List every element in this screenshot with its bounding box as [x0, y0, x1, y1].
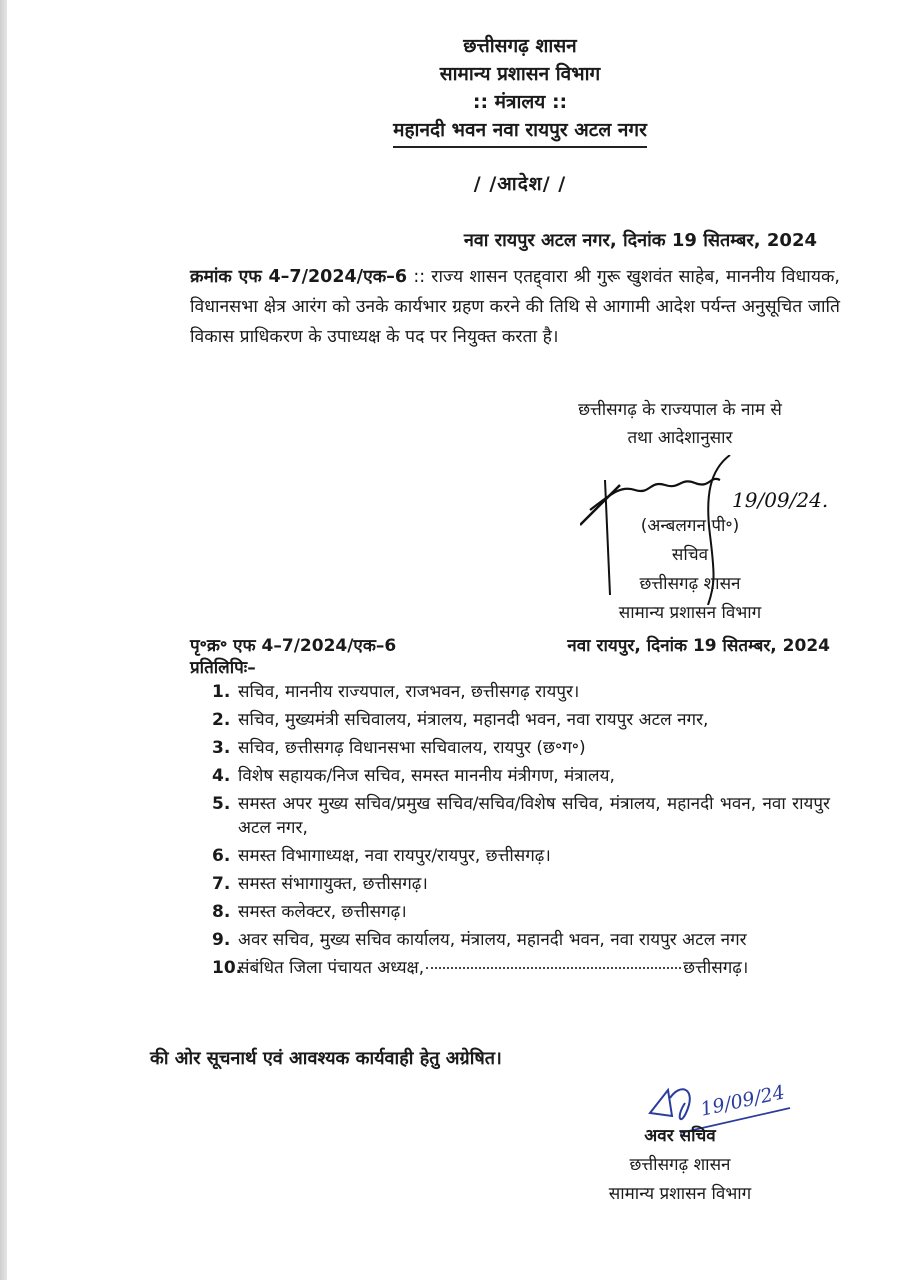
list-item-number: 3.: [212, 738, 231, 758]
list-item-number: 4.: [212, 766, 231, 786]
authority-block: [520, 396, 840, 452]
secretary-department: सामान्य प्रशासन विभाग: [618, 603, 762, 623]
list-item: [212, 872, 830, 896]
list-item-text: अवर सचिव, मुख्य सचिव कार्यालय, मंत्रालय, महानदी भवन, नवा रायपुर अटल नगर: [238, 930, 747, 950]
order-number: क्रमांक एफ 4–7/2024/एक–6: [190, 267, 408, 287]
list-item-text: समस्त अपर मुख्य सचिव/प्रमुख सचिव/सचिव/विशेष सचिव, मंत्रालय, महानदी भवन, नवा रायपुर अटल नगर,: [238, 794, 830, 838]
list-item: [212, 736, 830, 760]
list-item-text: विशेष सहायक/निज सचिव, समस्त माननीय मंत्रीगण, मंत्रालय,: [238, 766, 615, 786]
list-item-number: 10.: [212, 958, 243, 978]
under-secretary-department: सामान्य प्रशासन विभाग: [608, 1184, 752, 1204]
list-item: [212, 900, 830, 924]
order-dateline: नवा रायपुर अटल नगर, दिनांक 19 सितम्बर, 2024: [463, 230, 817, 251]
letterhead-address: महानदी भवन नवा रायपुर अटल नगर: [393, 116, 647, 148]
list-item: [212, 956, 830, 980]
list-item: [212, 764, 830, 788]
closing-line: की ओर सूचनार्थ एवं आवश्यक कार्यवाही हेतु अग्रेषित।: [150, 1048, 502, 1069]
list-item: [212, 680, 830, 704]
order-body: [190, 262, 840, 352]
list-item-number: 6.: [212, 846, 231, 866]
secretary-name: (अन्बलगन पी॰): [640, 516, 740, 536]
list-item: [212, 844, 830, 868]
endorsement-reference: [190, 634, 830, 658]
list-item: [212, 928, 830, 952]
copy-to-label: प्रतिलिपिः–: [190, 658, 256, 678]
endorsement-number: पृ॰क्र॰ एफ 4–7/2024/एक–6: [190, 636, 397, 656]
under-secretary-signer-block: [570, 1122, 790, 1209]
secretary-designation: सचिव: [671, 545, 709, 565]
list-item-number: 7.: [212, 874, 231, 894]
under-secretary-designation: अवर सचिव: [644, 1126, 716, 1146]
under-secretary-government: छत्तीसगढ़ शासन: [629, 1155, 731, 1175]
letterhead-department: सामान्य प्रशासन विभाग: [439, 63, 601, 85]
list-item-text: समस्त कलेक्टर, छत्तीसगढ़।: [238, 902, 407, 922]
letterhead-government: छत्तीसगढ़ शासन: [463, 35, 577, 57]
list-item-text-main: संबंधित जिला पंचायत अध्यक्ष,: [238, 958, 425, 978]
authority-line-2: तथा आदेशानुसार: [627, 428, 733, 448]
list-item-number: 1.: [212, 682, 231, 702]
order-text: :: राज्य शासन एतद्द्वारा श्री गुरू खुशवंत साहेब, माननीय विधायक, विधानसभा क्षेत्र आरंग को उनके कार्यभार ग्रहण करने की तिथि से आगामी आदेश पर्यन्त अनुसूचित जाति विकास प्राधिकरण के उपाध्यक्ष के पद पर नियुक्त करता है।: [190, 267, 840, 347]
copy-recipient-list: [212, 680, 830, 984]
list-item: [212, 792, 830, 840]
list-item-text: सचिव, छत्तीसगढ़ विधानसभा सचिवालय, रायपुर (छ॰ग॰): [238, 738, 586, 758]
letterhead: [300, 32, 740, 148]
list-item-number: 5.: [212, 794, 231, 814]
order-title: / /आदेश/ /: [473, 173, 567, 195]
list-item-number: 9.: [212, 930, 231, 950]
list-item-text: सचिव, माननीय राज्यपाल, राजभवन, छत्तीसगढ़ रायपुर।: [238, 682, 580, 702]
list-item-number: 2.: [212, 710, 231, 730]
scan-edge: [0, 0, 7, 1280]
list-item-text: समस्त संभागायुक्त, छत्तीसगढ़।: [238, 874, 428, 894]
fill-in-blank: [426, 967, 681, 969]
list-item-text: समस्त विभागाध्यक्ष, नवा रायपुर/रायपुर, छत्तीसगढ़।: [238, 846, 551, 866]
secretary-signature-date: 19/09/24.: [732, 488, 829, 512]
authority-line-1: छत्तीसगढ़ के राज्यपाल के नाम से: [578, 400, 782, 420]
signature-stroke-initial: [650, 1089, 690, 1119]
letterhead-ministry: :: मंत्रालय ::: [472, 91, 568, 113]
list-item-text-suffix: छत्तीसगढ़।: [683, 958, 749, 978]
list-item-text: [238, 956, 830, 980]
list-item: [212, 708, 830, 732]
under-secretary-signature-date: 19/09/24: [698, 1081, 787, 1121]
secretary-government: छत्तीसगढ़ शासन: [639, 574, 741, 594]
list-item-text: सचिव, मुख्यमंत्री सचिवालय, मंत्रालय, महानदी भवन, नवा रायपुर अटल नगर,: [238, 710, 709, 730]
secretary-signer-block: [560, 512, 820, 628]
list-item-number: 8.: [212, 902, 231, 922]
endorsement-date: नवा रायपुर, दिनांक 19 सितम्बर, 2024: [567, 636, 830, 656]
